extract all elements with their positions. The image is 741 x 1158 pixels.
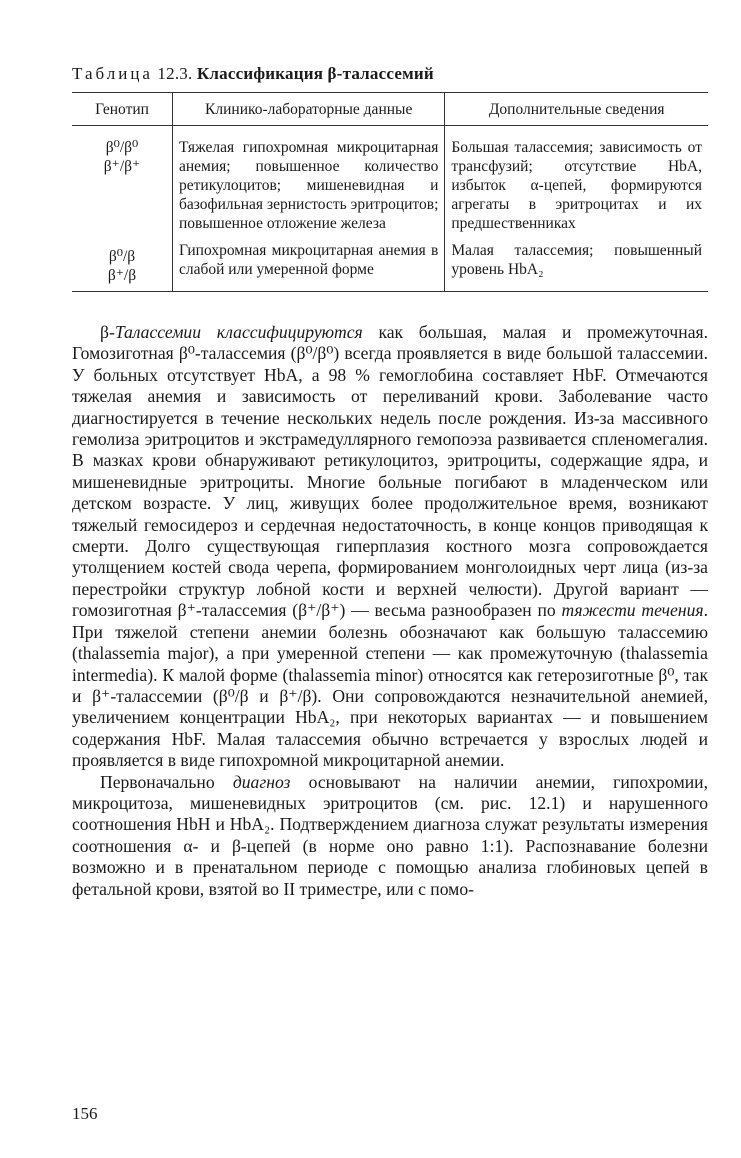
clinical-cell: Гипохромная микроцитарная анемия в слабой или умеренной форме — [173, 237, 445, 292]
page-number: 156 — [72, 1104, 98, 1123]
header-clinical: Клинико-лабораторные данные — [173, 93, 445, 126]
header-extra: Дополнительные сведения — [445, 93, 708, 126]
body-text — [72, 322, 708, 900]
genotype: β⁰/β⁰ — [105, 139, 139, 156]
caption-title: Классификация β-талассемий — [196, 64, 434, 83]
extra-cell: Большая талассемия; зависимость от трансфузий; отсутствие HbA, избыток α-цепей, формируются агрегаты в эритроцитах и их предшественниках — [445, 126, 708, 238]
caption-number: 12.3. — [157, 64, 193, 83]
page-content — [72, 64, 708, 900]
genotype: β⁺/β⁺ — [103, 158, 141, 175]
table-header-row — [72, 93, 708, 126]
caption-lead: Таблица — [72, 64, 153, 83]
paragraph-text: . При тяжелой степени анемии болезнь обозначают как большую талассемию (thalassemia major), а при умеренной степени — как промежуточную (thalassemia intermedia). К малой форме (thalassemia minor) относятся как гетерозиготные β⁰, так и β⁺-талассемии (β⁰/β и β⁺/β). Они сопровождаются незначительной анемией, увеличением концентрации HbA₂, при некоторых вариантах — и повышением содержания HbF. Малая талассемия обычно встречается у взрослых людей и проявляется в виде гипохромной микроцитарной анемии. — [72, 600, 708, 771]
table-row — [72, 237, 708, 292]
paragraph-emphasis: тяжести течения — [561, 600, 704, 621]
table-caption — [72, 64, 708, 84]
paragraph-lead: Первоначально — [100, 771, 233, 792]
genotype-cell — [72, 126, 173, 238]
extra-cell: Малая талассемия; повышенный уровень HbA₂ — [445, 237, 708, 292]
clinical-cell: Тяжелая гипохромная микроцитарная анемия; повышенное количество ретикулоцитов; мишеневидная и базофильная зернистость эритроцитов; повышенное отложение железа — [173, 126, 445, 238]
paragraph-lead: β- — [100, 322, 115, 342]
classification-table — [72, 92, 708, 292]
paragraph — [72, 322, 708, 772]
header-genotype: Генотип — [72, 93, 173, 126]
paragraph-emphasis: Талассемии классифицируются — [114, 322, 363, 342]
paragraph-text: как большая, малая и промежуточная. Гомозиготная β⁰-талассемия (β⁰/β⁰) всегда проявляется в виде большой талассемии. У больных отсутствует HbA, а 98 % гемоглобина составляет HbF. Отмечаются тяжелая анемия и зависимость от переливаний крови. Заболевание часто диагностируется в течение нескольких недель после рождения. Из-за массивного гемолиза эритроцитов и экстрамедуллярного гемопоэза развивается спленомегалия. В мазках крови обнаруживают ретикулоцитоз, эритроциты, содержащие ядра, и мишеневидные эритроциты. Многие больные погибают в младенческом или детском возрасте. У лиц, живущих более продолжительное время, возникают тяжелый гемосидероз и сердечная недостаточность, в конце концов приводящая к смерти. Долго существующая гиперплазия костного мозга сопровождается утолщением костей свода черепа, формированием монголоидных черт лица (из-за перестройки структур лобной кости и верхней челюсти). Другой вариант — гомозиготная β⁺-талассемия (β⁺/β⁺) — весьма разнообразен по — [72, 322, 708, 621]
table-row — [72, 126, 708, 238]
paragraph-text: основывают на наличии анемии, гипохромии, микроцитоза, мишеневидных эритроцитов (см. рис. 12.1) и нарушенного соотношения HbH и HbA₂. Подтверждением диагноза служат результаты измерения соотношения α- и β-цепей (в норме оно равно 1:1). Распознавание болезни возможно и в пренатальном периоде с помощью анализа глобиновых цепей в фетальной крови, взятой во II триместре, или с помо- — [72, 771, 708, 899]
genotype-cell — [72, 237, 173, 292]
genotype: β⁺/β — [107, 267, 137, 284]
paragraph-emphasis: диагноз — [232, 771, 291, 792]
paragraph — [72, 772, 708, 900]
genotype: β⁰/β — [108, 248, 136, 265]
